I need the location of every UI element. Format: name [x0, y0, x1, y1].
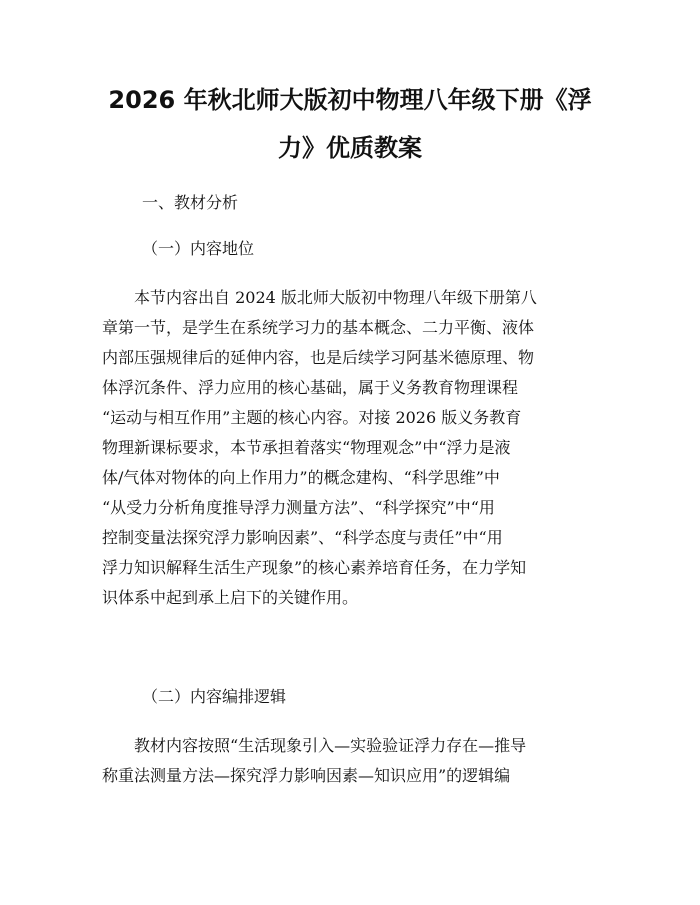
paragraph-line: 教材内容按照“生活现象引入—实验验证浮力存在—推导 [102, 736, 527, 755]
paragraph-line: “从受力分析角度推导浮力测量方法”、“科学探究”中“用 [102, 498, 495, 517]
paragraph-line: 体浮沉条件、浮力应用的核心基础，属于义务教育物理课程 [102, 378, 519, 397]
paragraph-line: “运动与相互作用”主题的核心内容。对接 2026 版义务教育 [102, 408, 522, 427]
paragraph-content-arrangement-logic [102, 731, 607, 791]
paragraph-line: 浮力知识解释生活生产现象”的核心素养培育任务，在力学知 [102, 558, 527, 577]
subsection-heading-content-arrangement-logic: （二）内容编排逻辑 [142, 687, 287, 706]
paragraph-line: 识体系中起到承上启下的关键作用。 [102, 588, 359, 607]
subsection-heading-content-position: （一）内容地位 [142, 239, 255, 258]
paragraph-line: 物理新课标要求，本节承担着落实“物理观念”中“浮力是液 [102, 438, 511, 457]
paragraph-line: 控制变量法探究浮力影响因素”、“科学态度与责任”中“用 [102, 528, 503, 547]
paragraph-line: 称重法测量方法—探究浮力影响因素—知识应用”的逻辑编 [102, 766, 511, 785]
paragraph-line: 内部压强规律后的延伸内容，也是后续学习阿基米德原理、物 [102, 348, 535, 367]
paragraph-line: 本节内容出自 2024 版北师大版初中物理八年级下册第八 [102, 288, 537, 307]
document-title-line-1: 2026 年秋北师大版初中物理八年级下册《浮 [108, 86, 592, 114]
paragraph-line: 章第一节，是学生在系统学习力的基本概念、二力平衡、液体 [102, 318, 535, 337]
paragraph-content-position [102, 283, 607, 613]
section-heading-teaching-material-analysis: 一、教材分析 [142, 193, 239, 212]
paragraph-line: 体/气体对物体的向上作用力”的概念建构、“科学思维”中 [102, 468, 500, 487]
document-title-line-2: 力》优质教案 [278, 134, 422, 162]
